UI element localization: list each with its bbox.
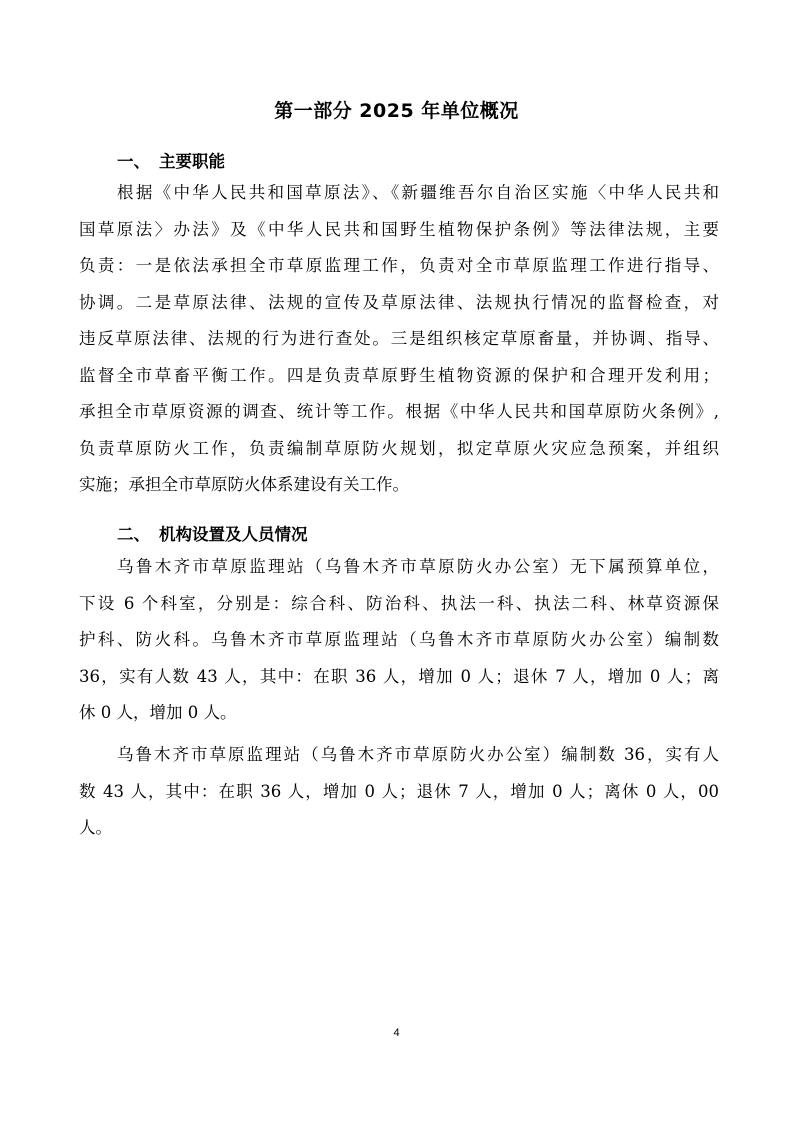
section-title: 主要职能	[159, 152, 225, 171]
text-line: 护科、防火科。乌鲁木齐市草原监理站（乌鲁木齐市草原防火办公室）编制数	[79, 630, 719, 649]
text-line: 36，实有人数 43 人，其中：在职 36 人，增加 0 人；退休 7 人，增加 0 人；离	[79, 666, 719, 686]
text-line: 数 43 人，其中：在职 36 人，增加 0 人；退休 7 人，增加 0 人；离休 0 人，00	[79, 781, 719, 801]
text-line: 休 0 人，增加 0 人。	[79, 703, 237, 722]
section-number: 二、	[117, 525, 150, 544]
text-line: 下设 6 个科室，分别是：综合科、防治科、执法一科、执法二科、林草资源保	[79, 593, 719, 613]
text-line: 监督全市草畜平衡工作。四是负责草原野生植物资源的保护和合理开发利用；	[79, 365, 719, 385]
text-line: 国草原法〉办法》及《中华人民共和国野生植物保护条例》等法律法规，主要	[79, 219, 719, 239]
text-line: 人。	[79, 818, 112, 837]
section-number: 一、	[117, 152, 150, 171]
page-number: 4	[393, 1027, 400, 1039]
section-heading-organization	[117, 521, 308, 545]
section-heading-main-functions	[117, 148, 225, 172]
text-line: 承担全市草原资源的调查、统计等工作。根据《中华人民共和国草原防火条例》,	[79, 402, 719, 421]
page-title: 第一部分 2025 年单位概况	[274, 100, 519, 122]
text-line: 乌鲁木齐市草原监理站（乌鲁木齐市草原防火办公室）无下属预算单位，	[117, 557, 719, 576]
section-title: 机构设置及人员情况	[159, 525, 308, 544]
text-line: 协调。二是草原法律、法规的宣传及草原法律、法规执行情况的监督检查，对	[79, 292, 719, 312]
paragraph-organization-2	[79, 737, 719, 847]
text-line: 违反草原法律、法规的行为进行查处。三是组织核定草原畜量，并协调、指导、	[79, 329, 719, 348]
text-line: 负责草原防火工作，负责编制草原防火规划，拟定草原火灾应急预案，并组织	[79, 438, 719, 458]
text-line: 负责：一是依法承担全市草原监理工作，负责对全市草原监理工作进行指导、	[79, 256, 719, 275]
paragraph-organization-1	[79, 549, 719, 732]
text-line: 实施；承担全市草原防火体系建设有关工作。	[79, 475, 409, 494]
paragraph-main-functions	[79, 175, 719, 504]
text-line: 乌鲁木齐市草原监理站（乌鲁木齐市草原防火办公室）编制数 36，实有人	[117, 745, 719, 764]
text-line: 根据《中华人民共和国草原法》、《新疆维吾尔自治区实施〈中华人民共和	[117, 183, 719, 202]
